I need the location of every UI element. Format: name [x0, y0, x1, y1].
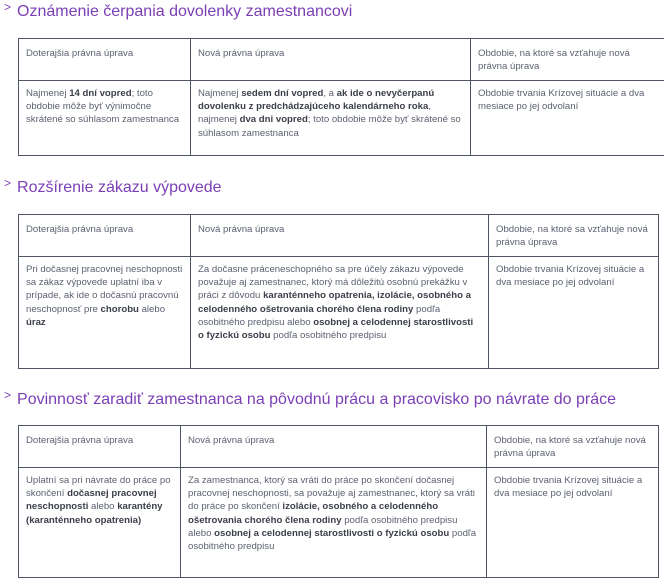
- bold-text: ak ide o nevyčerpanú dovolenku z predchádzajúceho kalendárneho roka: [198, 88, 435, 113]
- section-title: [4, 176, 222, 197]
- section-title: [4, 388, 616, 409]
- cell-old: [19, 81, 191, 156]
- bold-text: chorobu: [100, 303, 139, 315]
- text: alebo: [138, 303, 166, 315]
- bold-text: osobnej a celodennej starostlivosti o fyzickú osobu: [198, 316, 474, 342]
- text: Pri dočasnej pracovnej neschopnosti sa zákaz výpovede uplatní iba v prípade, ak ide o dočasnú pracovnú neschopnosť pre: [26, 264, 183, 315]
- table-header-row: [19, 426, 659, 468]
- chevron-right-icon: >: [4, 176, 12, 190]
- header-period: Obdobie, na ktoré sa vzťahuje nová právna úprava: [489, 215, 659, 257]
- cell-period: Obdobie trvania Krízovej situácie a dva mesiace po jej odvolaní: [487, 468, 659, 578]
- table-header-row: [19, 215, 659, 257]
- text: Za zamestnanca, ktorý sa vráti do práce po skončení dočasnej pracovnej neschopnosti, sa považuje aj zamestnanec, ktorý sa vráti do práce po skončení: [188, 475, 475, 513]
- cell-new: [181, 468, 487, 578]
- table-row: [19, 81, 664, 156]
- section-title: [4, 0, 352, 21]
- bold-text: 14 dní vopred: [69, 88, 132, 99]
- text: , a: [323, 88, 337, 99]
- header-new: Nová právna úprava: [191, 215, 489, 257]
- header-old: Doterajšia právna úprava: [19, 426, 181, 468]
- cell-new: [191, 257, 489, 369]
- section-title-text: Rozšírenie zákazu výpovede: [17, 179, 222, 196]
- text: podľa osobitného predpisu alebo: [198, 303, 441, 328]
- bold-text: karantény (karanténneho opatrenia): [26, 501, 163, 526]
- cell-period: Obdobie trvania Krízovej situácie a dva mesiace po jej odvolaní: [489, 257, 659, 369]
- bold-text: dva dni vopred: [239, 114, 308, 126]
- text: podľa osobitného predpisu alebo: [188, 514, 458, 539]
- comparison-table: [18, 38, 664, 156]
- bold-text: sedem dní vopred: [241, 88, 324, 99]
- bold-text: karanténneho opatrenia, izolácie, osobného a celodenného ošetrovania chorého člena rodiny: [198, 290, 471, 315]
- header-period: Obdobie, na ktoré sa vzťahuje nová právna úprava: [487, 426, 659, 468]
- chevron-right-icon: >: [4, 388, 12, 402]
- text: Najmenej: [198, 88, 242, 99]
- header-period: Obdobie, na ktoré sa vzťahuje nová právna úprava: [471, 39, 664, 81]
- text: podľa osobitného predpisu: [188, 527, 477, 553]
- text: Za dočasne práceneschopného sa pre účely zákazu výpovede považuje aj zamestnanec, ktorý má dôležitú osobnú prekážku v práci z dôvodu: [198, 264, 468, 302]
- text: Najmenej: [26, 88, 70, 99]
- bold-text: úraz: [26, 316, 46, 328]
- header-old: Doterajšia právna úprava: [19, 39, 191, 81]
- bold-text: izolácie, osobného a celodenného ošetrovania chorého člena rodiny: [188, 501, 439, 526]
- header-new: Nová právna úprava: [181, 426, 487, 468]
- cell-new: [191, 81, 471, 156]
- header-old: Doterajšia právna úprava: [19, 215, 191, 257]
- table-header-row: [19, 39, 664, 81]
- table-row: [19, 468, 659, 578]
- text: ; toto obdobie môže byť výnimočne skrátené so súhlasom zamestnanca: [26, 88, 180, 126]
- cell-old: [19, 468, 181, 578]
- chevron-right-icon: >: [4, 0, 12, 14]
- section-title-text: Povinnosť zaradiť zamestnanca na pôvodnú prácu a pracovisko po návrate do práce: [17, 391, 617, 408]
- text: alebo: [88, 501, 118, 513]
- comparison-table: [18, 214, 659, 369]
- bold-text: dočasnej pracovnej neschopnosti: [26, 488, 157, 513]
- cell-old: [19, 257, 191, 369]
- text: , najmenej: [198, 101, 431, 126]
- comparison-table: [18, 425, 659, 578]
- cell-period: Obdobie trvania Krízovej situácie a dva mesiace po jej odvolaní: [471, 81, 664, 156]
- bold-text: osobnej a celodennej starostlivosti o fyzickú osobu: [214, 527, 450, 539]
- text: podľa osobitného predpisu: [270, 330, 387, 342]
- section-title-text: Oznámenie čerpania dovolenky zamestnancovi: [17, 3, 353, 20]
- text: ; toto obdobie môže byť skrátené so súhlasom zamestnanca: [198, 114, 461, 139]
- header-new: Nová právna úprava: [191, 39, 471, 81]
- text: Uplatní sa pri návrate do práce po skončení: [26, 475, 171, 500]
- table-row: [19, 257, 659, 369]
